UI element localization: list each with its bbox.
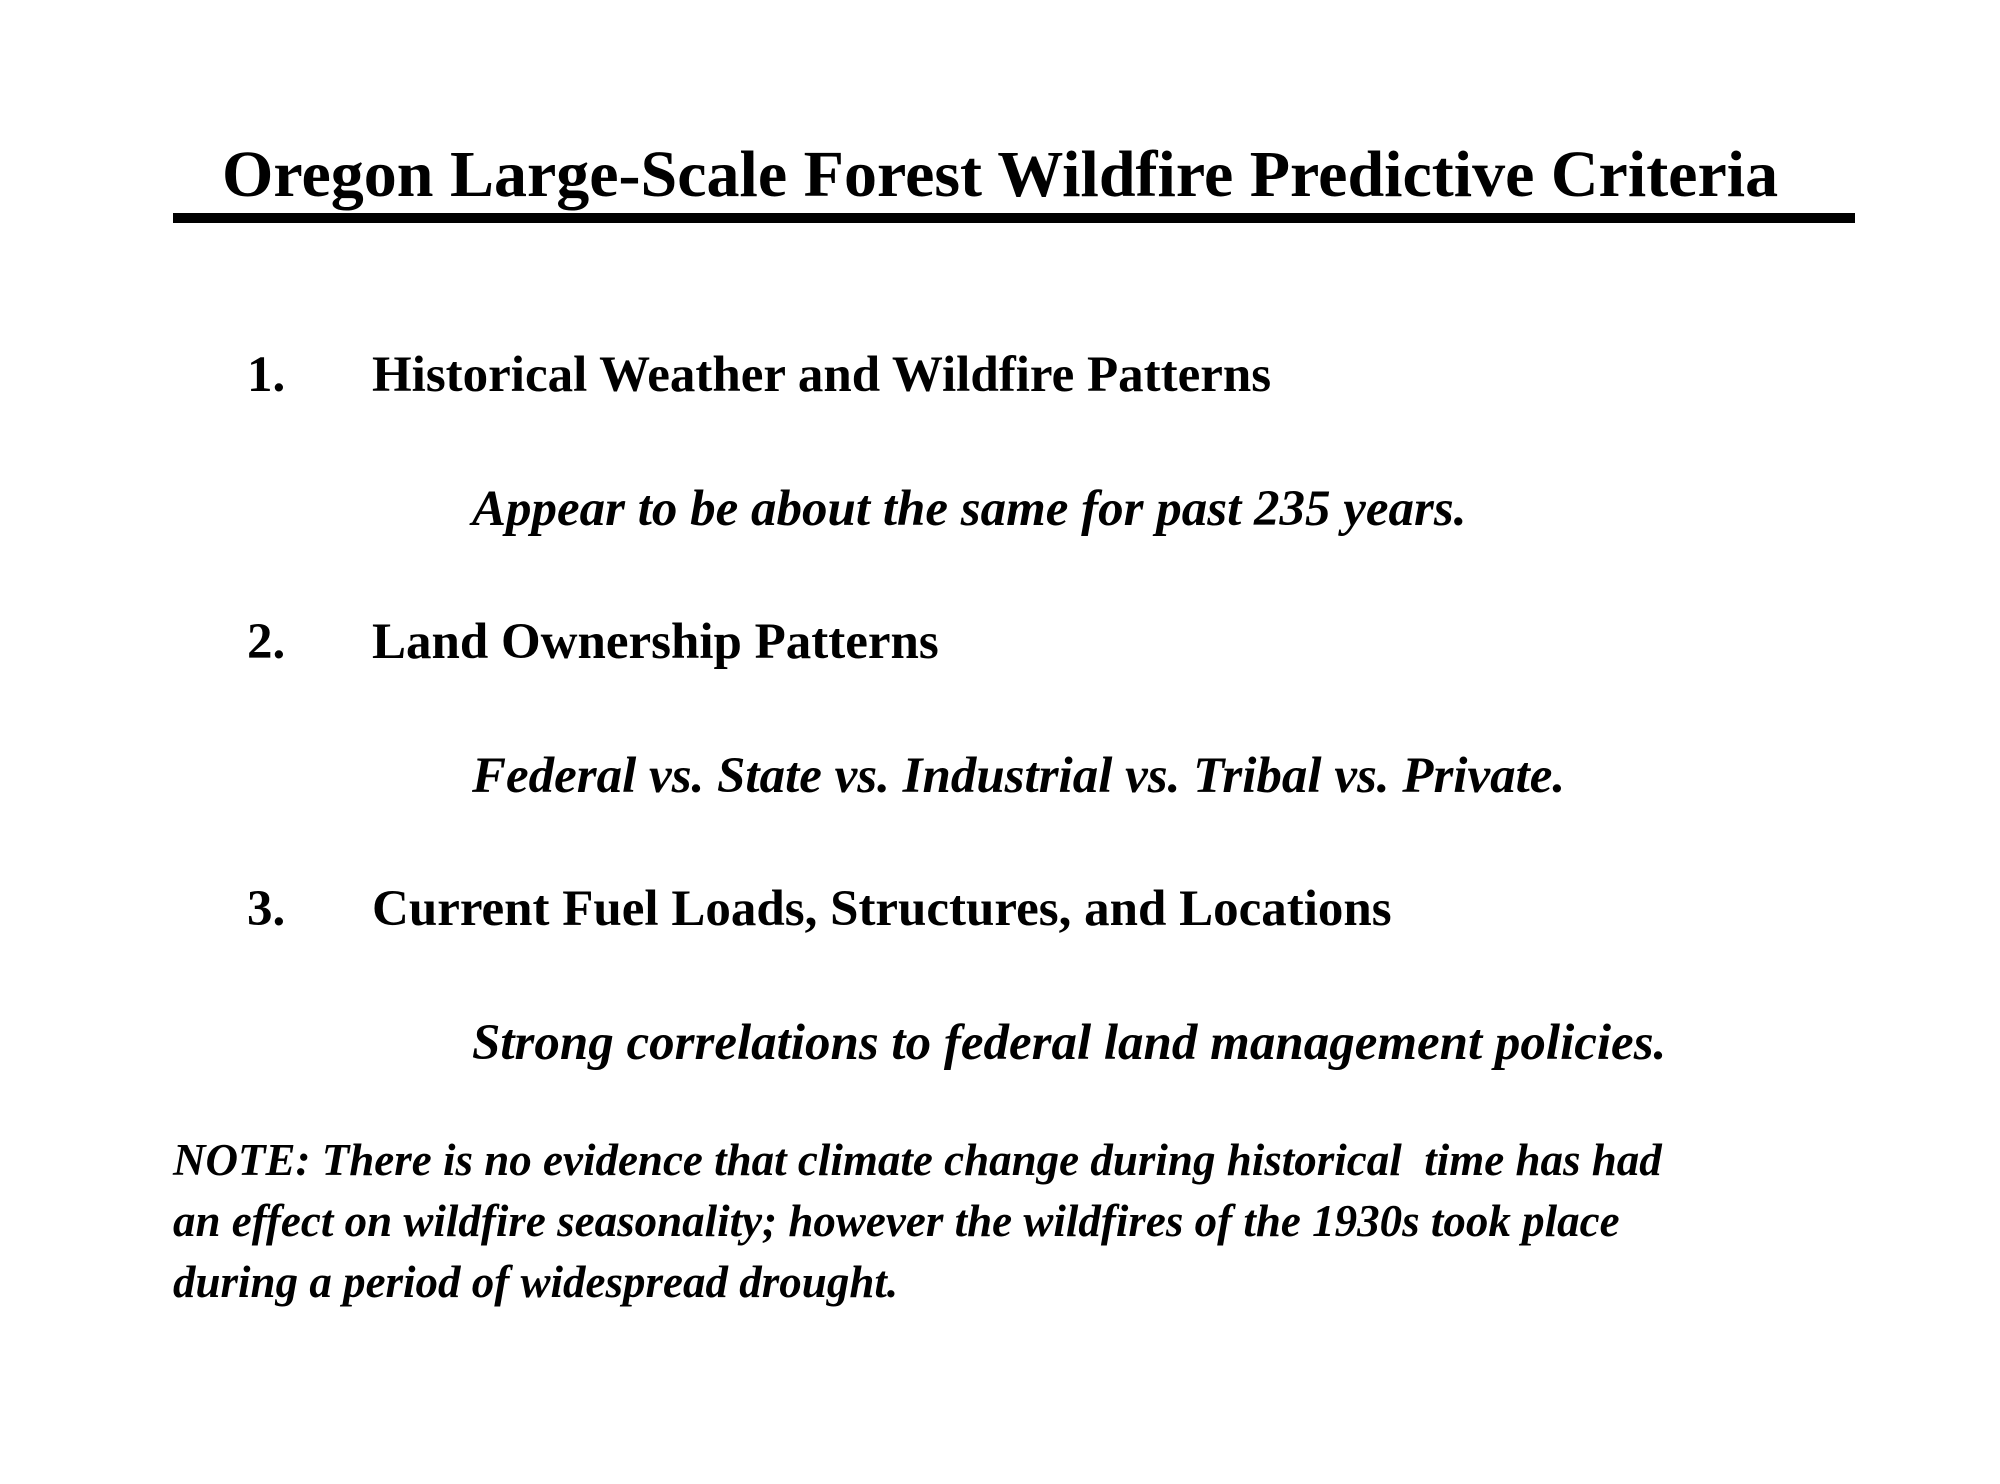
criterion-3-detail: Strong correlations to federal land management policies. — [472, 1015, 1667, 1071]
criterion-1-heading: Historical Weather and Wildfire Patterns — [372, 347, 1272, 403]
criterion-1-number: 1. — [247, 347, 286, 403]
note-line: NOTE: There is no evidence that climate change during historical time has had — [173, 1135, 1662, 1185]
criterion-3-heading: Current Fuel Loads, Structures, and Locations — [372, 881, 1392, 937]
criterion-2-number: 2. — [247, 614, 286, 670]
page-title: Oregon Large-Scale Forest Wildfire Predictive Criteria — [222, 138, 1779, 211]
title-underline — [173, 213, 1855, 223]
criterion-2-detail: Federal vs. State vs. Industrial vs. Tribal vs. Private. — [472, 748, 1566, 804]
note-line: an effect on wildfire seasonality; however the wildfires of the 1930s took place — [173, 1196, 1620, 1246]
note-line: during a period of widespread drought. — [173, 1257, 899, 1307]
criterion-1-detail: Appear to be about the same for past 235 years. — [472, 481, 1467, 537]
criterion-3-number: 3. — [247, 881, 286, 937]
criterion-2-heading: Land Ownership Patterns — [372, 614, 939, 670]
note-paragraph — [173, 1130, 1873, 1313]
